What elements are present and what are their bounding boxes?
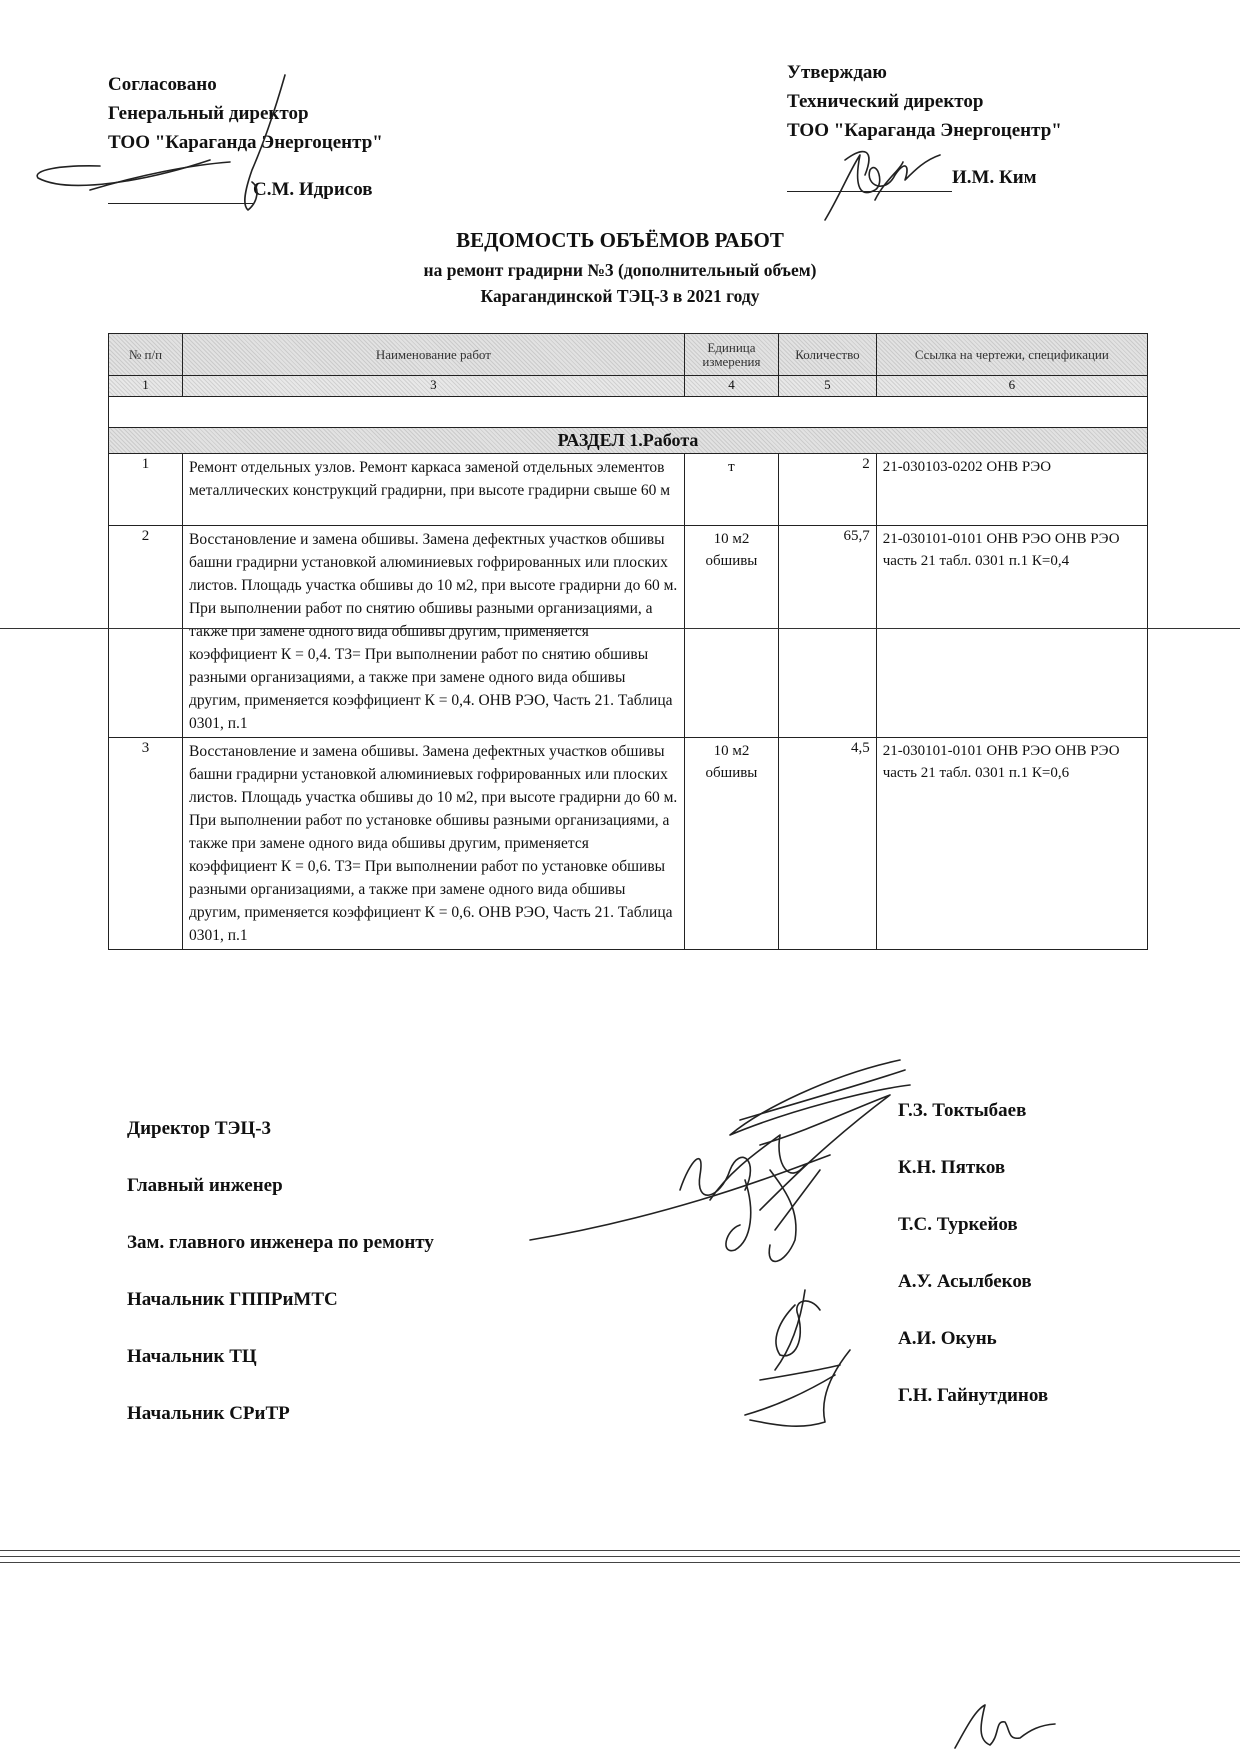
quantity: 4,5 [779, 738, 877, 950]
approval-left-line: Генеральный директор [108, 103, 309, 124]
bottom-rule [0, 1562, 1240, 1563]
bottom-rule [0, 1550, 1240, 1551]
reference: 21-030101-0101 ОНВ РЭО ОНВ РЭО часть 21 табл. 0301 п.1 К=0,4 [876, 526, 1147, 738]
unit: 10 м2 обшивы [684, 526, 778, 738]
signatory-position: Начальник ГППРиМТС [127, 1289, 338, 1310]
unit: т [684, 454, 778, 526]
column-number: 4 [684, 376, 778, 397]
unit: 10 м2 обшивы [684, 738, 778, 950]
approval-left-line: Согласовано [108, 74, 217, 95]
approval-right-line: Утверждаю [787, 62, 887, 83]
column-number-row [109, 376, 1148, 397]
table-row [109, 454, 1148, 526]
initials-signature [950, 1700, 1060, 1750]
work-name: Ремонт отдельных узлов. Ремонт каркаса заменой отдельных элементов металлических конструкций градирни, при высоте градирни свыше 60 м [182, 454, 684, 526]
column-number: 3 [182, 376, 684, 397]
signatory-name: Т.С. Туркейов [898, 1214, 1018, 1235]
signatory-position: Главный инженер [127, 1175, 283, 1196]
approval-left-signer: С.М. Идрисов [253, 179, 373, 200]
quantity: 2 [779, 454, 877, 526]
approval-right-line: ТОО "Караганда Энергоцентр" [787, 120, 1062, 141]
work-name: Восстановление и замена обшивы. Замена дефектных участков обшивы башни градирни установкой алюминиевых гофрированных или плоских листов. Площадь участка обшивы до 10 м2, при высоте градирни до 60 м. При выполнении работ по снятию обшивы разными организациями, а также при замене одного вида обшивы другим, применяется коэффициент К = 0,4. ТЗ= При выполнении работ по снятию обшивы разными организациями, а также при замене одного вида обшивы другим, применяется коэффициент К = 0,4. ОНВ РЭО, Часть 21. Таблица 0301, п.1 [182, 526, 684, 738]
signatory-position: Начальник ТЦ [127, 1346, 257, 1367]
reference: 21-030103-0202 ОНВ РЭО [876, 454, 1147, 526]
signatory-position: Директор ТЭЦ-3 [127, 1118, 272, 1139]
approval-right-signer: И.М. Ким [952, 167, 1037, 188]
signatory-name: А.И. Окунь [898, 1328, 997, 1349]
signatures-cluster [530, 1050, 930, 1450]
works-table [108, 333, 1148, 950]
column-header: Наименование работ [182, 334, 684, 376]
signature-right [815, 140, 955, 230]
document-subtitle: на ремонт градирни №3 (дополнительный объем) [423, 260, 817, 280]
signatory-name: А.У. Асылбеков [898, 1271, 1032, 1292]
approval-left-line: ТОО "Караганда Энергоцентр" [108, 132, 383, 153]
document-subtitle-2: Карагандинской ТЭЦ-3 в 2021 году [480, 286, 760, 306]
column-header: Количество [779, 334, 877, 376]
table-spacer-row [109, 397, 1148, 428]
section-title: РАЗДЕЛ 1.Работа [109, 428, 1148, 454]
signatory-position: Зам. главного инженера по ремонту [127, 1232, 434, 1253]
work-name: Восстановление и замена обшивы. Замена дефектных участков обшивы башни градирни установкой алюминиевых гофрированных или плоских листов. Площадь участка обшивы до 10 м2, при высоте градирни до 60 м. При выполнении работ по установке обшивы разными организациями, а также при замене одного вида обшивы другим, применяется коэффициент К = 0,6. ТЗ= При выполнении работ по установке обшивы разными организациями, а также при замене одного вида обшивы другим, применяется коэффициент К = 0,6. ОНВ РЭО, Часть 21. Таблица 0301, п.1 [182, 738, 684, 950]
column-header: № п/п [109, 334, 183, 376]
reference: 21-030101-0101 ОНВ РЭО ОНВ РЭО часть 21 табл. 0301 п.1 К=0,6 [876, 738, 1147, 950]
column-header: Ссылка на чертежи, спецификации [876, 334, 1147, 376]
column-number: 6 [876, 376, 1147, 397]
column-header: Единица измерения [684, 334, 778, 376]
signatory-position: Начальник СРиТР [127, 1403, 290, 1424]
quantity: 65,7 [779, 526, 877, 738]
scan-fold-line [0, 628, 1240, 629]
table-row [109, 526, 1148, 738]
column-number: 1 [109, 376, 183, 397]
row-number: 1 [109, 454, 183, 526]
table-header-row [109, 334, 1148, 376]
signatory-name: Г.З. Токтыбаев [898, 1100, 1027, 1121]
signatory-name: Г.Н. Гайнутдинов [898, 1385, 1049, 1406]
bottom-rule [0, 1556, 1240, 1557]
signatory-name: К.Н. Пятков [898, 1157, 1006, 1178]
signature-left [30, 70, 290, 220]
row-number: 2 [109, 526, 183, 738]
row-number: 3 [109, 738, 183, 950]
approval-right-line: Технический директор [787, 91, 984, 112]
signatory-positions [127, 1118, 434, 1460]
document-title: ВЕДОМОСТЬ ОБЪЁМОВ РАБОТ [456, 228, 784, 252]
section-row [109, 428, 1148, 454]
table-row [109, 738, 1148, 950]
column-number: 5 [779, 376, 877, 397]
